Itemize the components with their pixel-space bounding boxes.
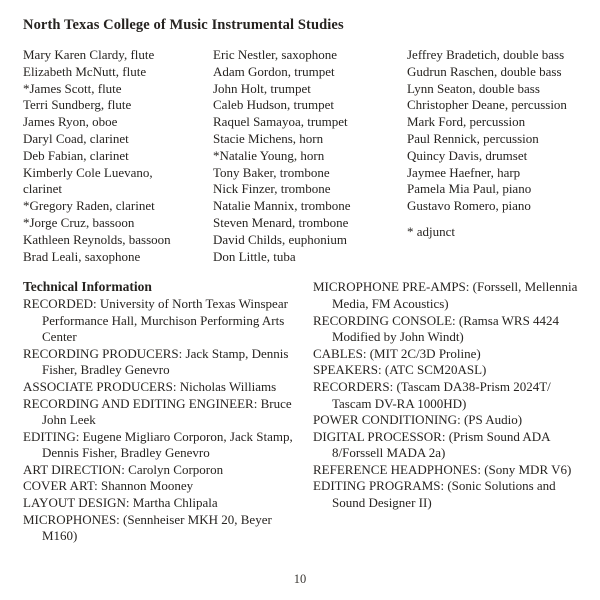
personnel-entry: *James Scott, flute [23,80,122,96]
personnel-column-3 [407,47,588,265]
tech-credit-value: (Tascam DA38-Prism 2024T/ Tascam DV-RA 1000HD) [332,378,551,411]
tech-credit-entry [23,296,299,346]
tech-credit-label: EDITING: [23,428,80,444]
personnel-entry: Brad Leali, saxophone [23,248,141,264]
tech-credit-value: (PS Audio) [463,412,523,428]
personnel-section [23,47,588,265]
tech-credit-entry [23,429,299,462]
tech-credit-entry [313,279,586,312]
personnel-entry: Raquel Samayoa, trumpet [213,114,348,130]
personnel-entry: Don Little, tuba [213,248,296,264]
tech-credit-label: RECORDED: [23,295,97,311]
tech-credit-value: (Ramsa WRS 4424 Modified by John Windt) [332,312,560,345]
personnel-entry: *Jorge Cruz, bassoon [23,214,135,230]
tech-credit-label: ART DIRECTION: [23,461,125,477]
tech-credit-entry [23,478,299,495]
tech-credit-label: RECORDING CONSOLE: [313,312,456,328]
personnel-entry: Steven Menard, trombone [213,214,349,230]
tech-credit-entry [313,379,586,412]
personnel-entry: Tony Baker, trombone [213,164,330,180]
personnel-entry: Nick Finzer, trombone [213,181,331,197]
tech-credit-entry [313,412,586,429]
tech-credit-entry [23,396,299,429]
tech-credit-value: (ATC SCM20ASL) [384,362,487,378]
tech-credit-entry [23,346,299,379]
tech-credit-label: SPEAKERS: [313,362,382,378]
tech-credit-label: RECORDING AND EDITING ENGINEER: [23,395,258,411]
tech-credit-entry [313,478,586,511]
tech-credit-value: (Sennheiser MKH 20, Beyer M160) [42,511,272,544]
tech-credit-label: MICROPHONES: [23,511,120,527]
tech-credit-label: CABLES: [313,345,367,361]
personnel-entry: Elizabeth McNutt, flute [23,63,147,79]
technical-section [23,279,588,545]
tech-credit-value: (Sony MDR V6) [484,461,572,477]
tech-credit-entry [313,429,586,462]
personnel-entry: Terri Sundberg, flute [23,97,132,113]
personnel-entry: Kathleen Reynolds, bassoon [23,231,171,247]
tech-credit-value: Nicholas Williams [179,378,277,394]
personnel-entry: Adam Gordon, trumpet [213,63,335,79]
personnel-entry: Pamela Mia Paul, piano [407,181,532,197]
personnel-entry: Eric Nestler, saxophone [213,47,338,62]
page-title: North Texas College of Music Instrumental Studies [23,17,344,33]
tech-credit-value: (Sonic Solutions and Sound Designer II) [332,478,556,511]
personnel-entry: Mark Ford, percussion [407,114,526,130]
tech-credit-label: ASSOCIATE PRODUCERS: [23,378,177,394]
tech-credit-value: Carolyn Corporon [128,461,224,477]
tech-credit-label: RECORDERS: [313,378,394,394]
tech-credit-entry [23,512,299,545]
personnel-entry: Gudrun Raschen, double bass [407,63,562,79]
personnel-entry: Mary Karen Clardy, flute [23,47,155,62]
tech-credit-value: Eugene Migliaro Corporon, Jack Stamp, Dennis Fisher, Bradley Genevro [42,428,293,461]
tech-credit-entry [313,462,586,479]
tech-credit-value: (MIT 2C/3D Proline) [369,345,481,361]
personnel-entry: *Natalie Young, horn [213,147,325,163]
technical-heading: Technical Information [23,279,152,295]
tech-credit-value: Shannon Mooney [101,478,194,494]
tech-credit-entry [23,462,299,479]
personnel-column-2 [213,47,407,265]
tech-credit-label: REFERENCE HEADPHONES: [313,461,481,477]
tech-credit-label: DIGITAL PROCESSOR: [313,428,446,444]
tech-credit-entry [23,495,299,512]
personnel-entry: Daryl Coad, clarinet [23,130,129,146]
tech-credit-entry [313,362,586,379]
personnel-entry: Lynn Seaton, double bass [407,80,540,96]
personnel-entry: Stacie Michens, horn [213,130,324,146]
technical-right-column [313,279,588,545]
personnel-entry: Jaymee Haefner, harp [407,164,521,180]
personnel-entry: James Ryon, oboe [23,114,118,130]
tech-credit-label: MICROPHONE PRE-AMPS: [313,279,470,295]
tech-credit-entry [313,346,586,363]
tech-credit-label: EDITING PROGRAMS: [313,478,445,494]
tech-credit-label: POWER CONDITIONING: [313,412,461,428]
personnel-entry: Caleb Hudson, trumpet [213,97,334,113]
tech-credit-label: COVER ART: [23,478,98,494]
personnel-entry: David Childs, euphonium [213,231,347,247]
tech-credit-label: LAYOUT DESIGN: [23,495,130,511]
tech-credit-value: Jack Stamp, Dennis Fisher, Bradley Genevro [42,345,289,378]
personnel-entry: Kimberly Cole Luevano, clarinet [23,164,153,197]
personnel-entry: Paul Rennick, percussion [407,130,539,146]
technical-left-list [23,296,299,545]
personnel-entry: Christopher Deane, percussion [407,97,567,113]
personnel-entry: Gustavo Romero, piano [407,198,531,214]
personnel-column-1 [23,47,213,265]
adjunct-footnote: * adjunct [407,223,456,239]
tech-credit-entry [23,379,299,396]
personnel-column-3-list [407,47,586,215]
tech-credit-value: (Forssell, Mellennia Media, FM Acoustics) [332,279,578,311]
tech-credit-entry [313,313,586,346]
technical-left-column [23,279,313,545]
personnel-entry: John Holt, trumpet [213,80,311,96]
personnel-entry: Quincy Davis, drumset [407,147,528,163]
page-number: 10 [293,572,307,586]
personnel-entry: Deb Fabian, clarinet [23,147,129,163]
tech-credit-label: RECORDING PRODUCERS: [23,345,183,361]
tech-credit-value: (Prism Sound ADA 8/Forssell MADA 2a) [332,428,550,461]
personnel-entry: Natalie Mannix, trombone [213,198,351,214]
tech-credit-value: University of North Texas Winspear Performance Hall, Murchison Performing Arts Center [42,295,288,345]
personnel-entry: Jeffrey Bradetich, double bass [407,47,565,62]
personnel-entry: *Gregory Raden, clarinet [23,198,155,214]
tech-credit-value: Bruce John Leek [42,395,292,428]
tech-credit-value: Martha Chlipala [132,495,218,511]
